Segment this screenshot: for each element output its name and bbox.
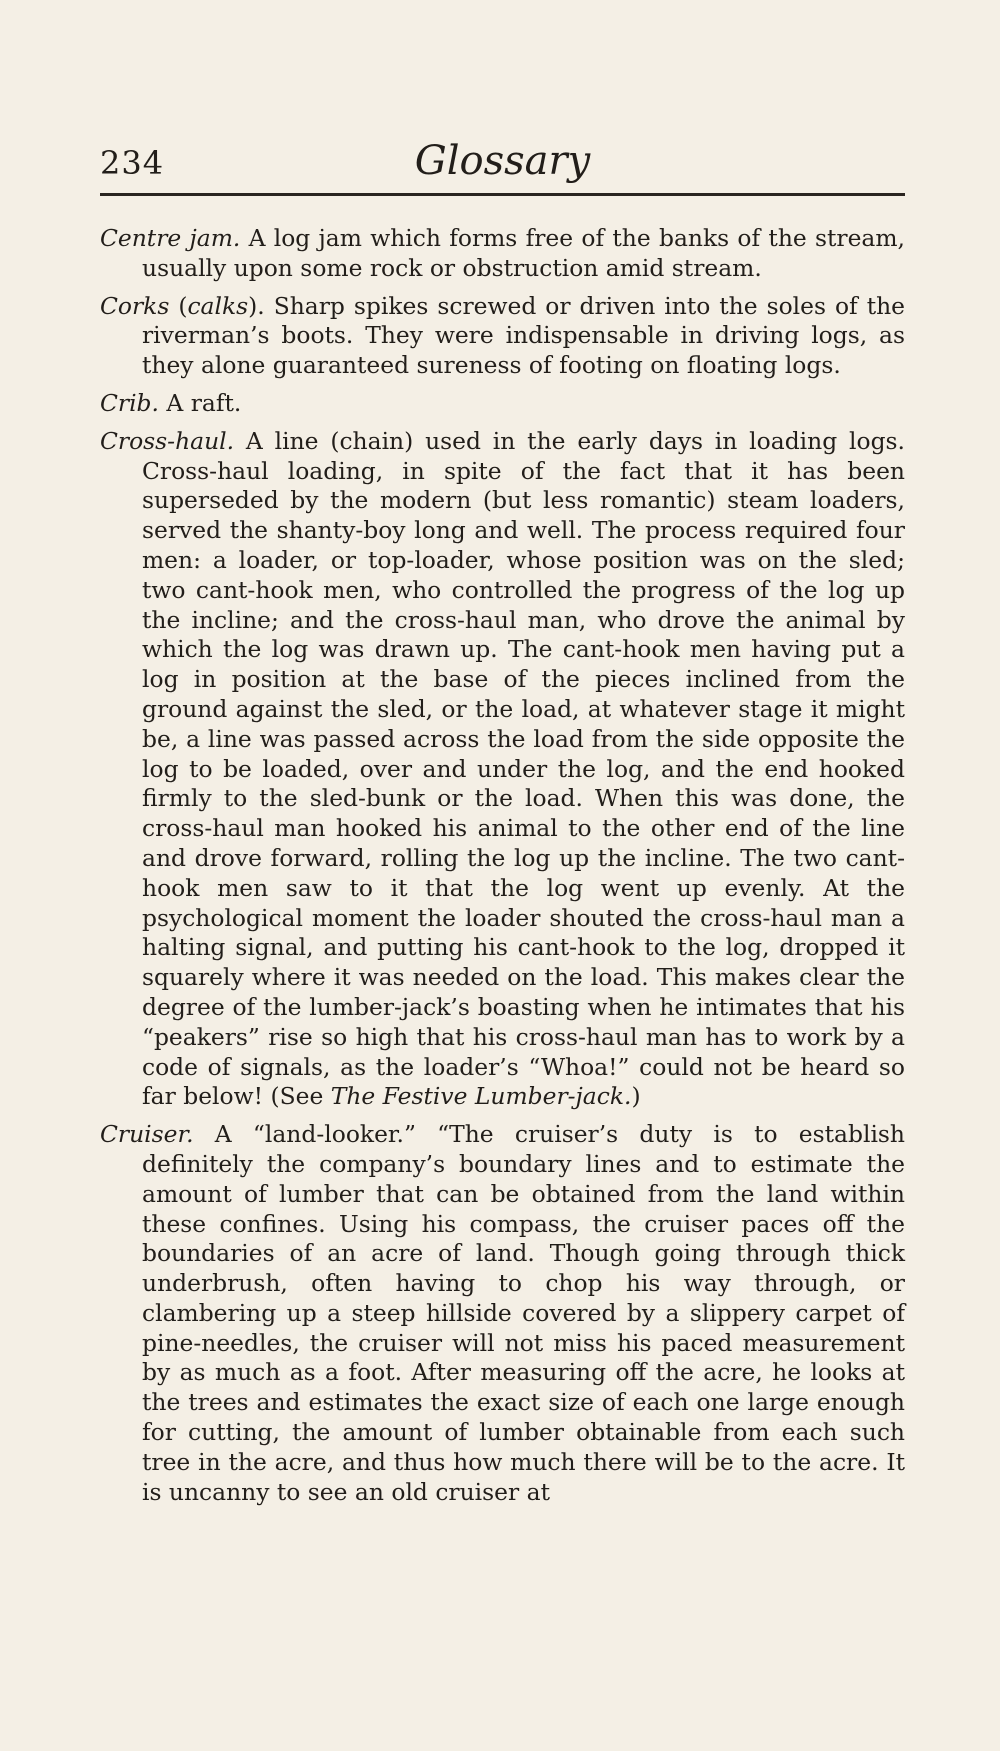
glossary-entry-corks	[100, 292, 905, 381]
glossary-entry-crib	[100, 389, 905, 419]
entry-definition: (	[169, 291, 188, 320]
entry-term: Cross-haul.	[100, 426, 235, 455]
glossary-entry-cross-haul	[100, 427, 905, 1112]
glossary-entry-cruiser	[100, 1120, 905, 1507]
entry-term: Centre jam.	[100, 224, 241, 252]
entry-definition: A log jam which forms free of the banks of the stream, usually upon some rock or obstruction amid stream.	[142, 224, 905, 282]
entry-term: Corks	[100, 291, 170, 320]
page-header	[100, 138, 905, 194]
entry-definition: A “land-looker.” “The cruiser’s duty is to establish definitely the company’s boundary lines and to estimate the amount of lumber that can be obtained from the land within these confines. Using his compass, the cruiser paces off the boundaries of an acre of land. Though going through thick underbrush, often having to chop his way through, or clambering up a steep hillside covered by a slippery carpet of pine-needles, the cruiser will not miss his paced measurement by as much as a foot. After measuring off the acre, he looks at the trees and estimates the exact size of each one large enough for cutting, the amount of lumber obtainable from each such tree in the acre, and thus how much there will be to the acre. It is uncanny to see an old cruiser at	[142, 1120, 905, 1506]
entry-variant: calks	[187, 291, 249, 320]
entry-definition: )	[631, 1082, 641, 1111]
entry-definition: A raft.	[158, 388, 242, 417]
entry-term: Cruiser.	[100, 1120, 194, 1149]
running-title: Glossary	[414, 138, 591, 184]
glossary-entry-centre-jam	[100, 224, 905, 284]
entry-definition: ). Sharp spikes screwed or driven into the soles of the riverman’s boots. They were indispensable in driving logs, as they alone guaranteed sureness of footing on floating logs.	[142, 291, 905, 380]
entry-term: Crib.	[100, 388, 159, 417]
entry-cross-reference: The Festive Lumber-jack.	[330, 1082, 632, 1111]
page-number: 234	[100, 144, 165, 182]
glossary-text	[100, 224, 905, 1515]
entry-definition: A line (chain) used in the early days in loading logs. Cross-haul loading, in spite of the fact that it has been superseded by the modern (but less romantic) steam loaders, served the shanty-boy long and well. The process required four men: a loader, or top-loader, whose position was on the sled; two cant-hook men, who controlled the progress of the log up the incline; and the cross-haul man, who drove the animal by which the log was drawn up. The cant-hook men having put a log in position at the base of the pieces inclined from the ground against the sled, or the load, at whatever stage it might be, a line was passed across the load from the side opposite the log to be loaded, over and under the log, and the end hooked firmly to the sled-bunk or the load. When this was done, the cross-haul man hooked his animal to the other end of the line and drove forward, rolling the log up the incline. The two cant-hook men saw to it that the log went up evenly. At the psychological moment the loader shouted the cross-haul man a halting signal, and putting his cant-hook to the log, dropped it squarely where it was needed on the load. This makes clear the degree of the lumber-jack’s boasting when he intimates that his “peakers” rise so high that his cross-haul man has to work by a code of signals, as the loader’s “Whoa!” could not be heard so far below! (See	[142, 426, 905, 1111]
header-rule	[100, 193, 905, 196]
